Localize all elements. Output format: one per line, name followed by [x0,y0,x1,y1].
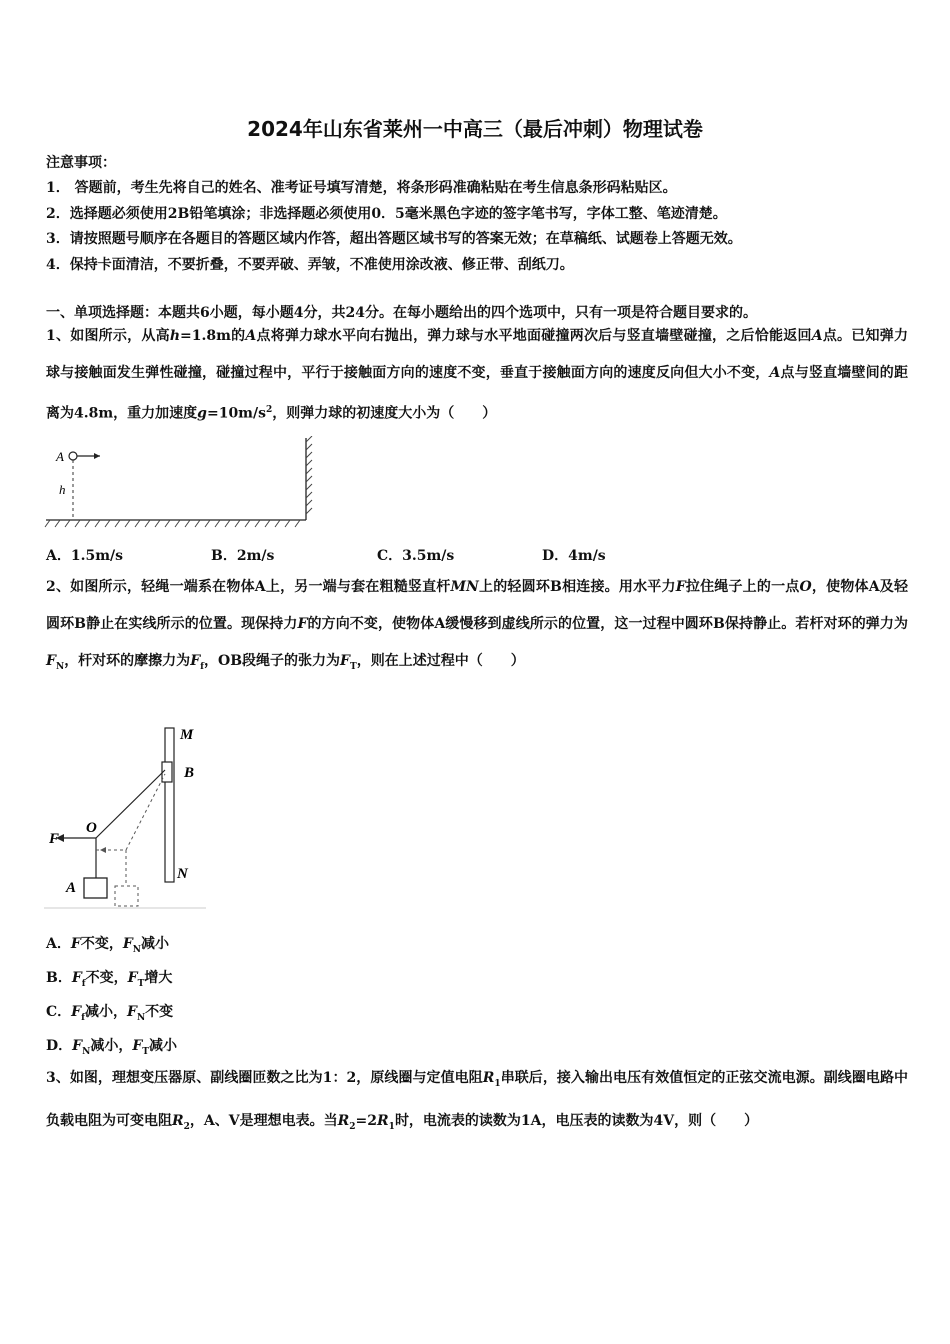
notice-item-3: 3．请按照题号顺序在各题目的答题区域内作答，超出答题区域书写的答案无效；在草稿纸、试题卷上答题无效。 [46,231,742,247]
question-1-figure [44,436,314,528]
q1-option-c[interactable]: C．3.5m/s [377,548,455,564]
height-label: h [59,482,66,497]
question-2-figure [44,718,210,912]
q1-option-d[interactable]: D．4m/s [542,548,606,564]
label-m: M [180,727,194,743]
section-heading: 一、单项选择题：本题共6小题，每小题4分，共24分。在每小题给出的四个选项中，只有一项是符合题目要求的。 [46,305,757,321]
ball-icon [69,452,77,460]
question-3-text: 3、如图，理想变压器原、副线圈匝数之比为1：2，原线圈与定值电阻$R_1$串联后，接入输出电压有效值恒定的正弦交流电源。副线圈电路中负载电阻为可变电阻$R_2$，A、V是理想电表。当$R_2=2R_1$时，电流表的读数为1A，电压表的读数为4V，则（ ） [46,1070,908,1132]
label-b: B [184,765,195,781]
question-2-text: 2、如图所示，轻绳一端系在物体A上，另一端与套在粗糙竖直杆MN上的轻圆环B相连接。用水平力F拉住绳子上的一点O，使物体A及轻圆环B静止在实线所示的位置。现保持力F的方向不变，使物体A缓慢移到虚线所示的位置，这一过程中圆环B保持静止。若杆对环的弹力为$F_N$，杆对环的摩擦力为$F_f$，OB段绳子的张力为$F_T$，则在上述过程中（ ） [46,579,908,672]
label-o: O [86,820,97,836]
page-title: 2024年山东省莱州一中高三（最后冲刺）物理试卷 [247,117,703,141]
notice-item-2: 2．选择题必须使用2B铅笔填涂；非选择题必须使用0．5毫米黑色字迹的签字笔书写，字体工整、笔迹清楚。 [46,206,727,222]
q2-option-b[interactable]: B．$F_f$不变，$F_T$增大 [46,970,173,989]
rod-mn [165,728,174,882]
label-f: F [49,831,60,847]
q2-option-d[interactable]: D．$F_N$减小，$F_T$减小 [46,1038,177,1057]
label-a: A [66,880,77,896]
q1-option-a[interactable]: A．1.5m/s [46,548,124,564]
q2-option-c[interactable]: C．$F_f$减小，$F_N$不变 [46,1004,174,1023]
point-a-label: A [56,449,64,464]
label-n: N [177,866,188,882]
block-a-dashed [115,886,138,906]
q1-option-b[interactable]: B．2m/s [211,548,275,564]
q2-option-a[interactable]: A．F不变，$F_N$减小 [46,936,170,955]
notice-heading: 注意事项： [46,155,116,171]
notice-item-1: 1． 答题前，考生先将自己的姓名、准考证号填写清楚，将条形码准确粘贴在考生信息条形码粘贴区。 [46,180,677,196]
notice-item-4: 4．保持卡面清洁，不要折叠，不要弄破、弄皱，不准使用涂改液、修正带、刮纸刀。 [46,257,574,273]
question-1-text: 1、如图所示，从高h=1.8m的A点将弹力球水平向右抛出，弹力球与水平地面碰撞两次后与竖直墙壁碰撞，之后恰能返回A点。已知弹力球与接触面发生弹性碰撞，碰撞过程中，平行于接触面方向的速度不变，垂直于接触面方向的速度反向但大小不变，A点与竖直墙壁间的距离为4.8m，重力加速度$g=10m/s^2$，则弹力球的初速度大小为（ ） [46,328,908,422]
block-a [84,878,107,898]
